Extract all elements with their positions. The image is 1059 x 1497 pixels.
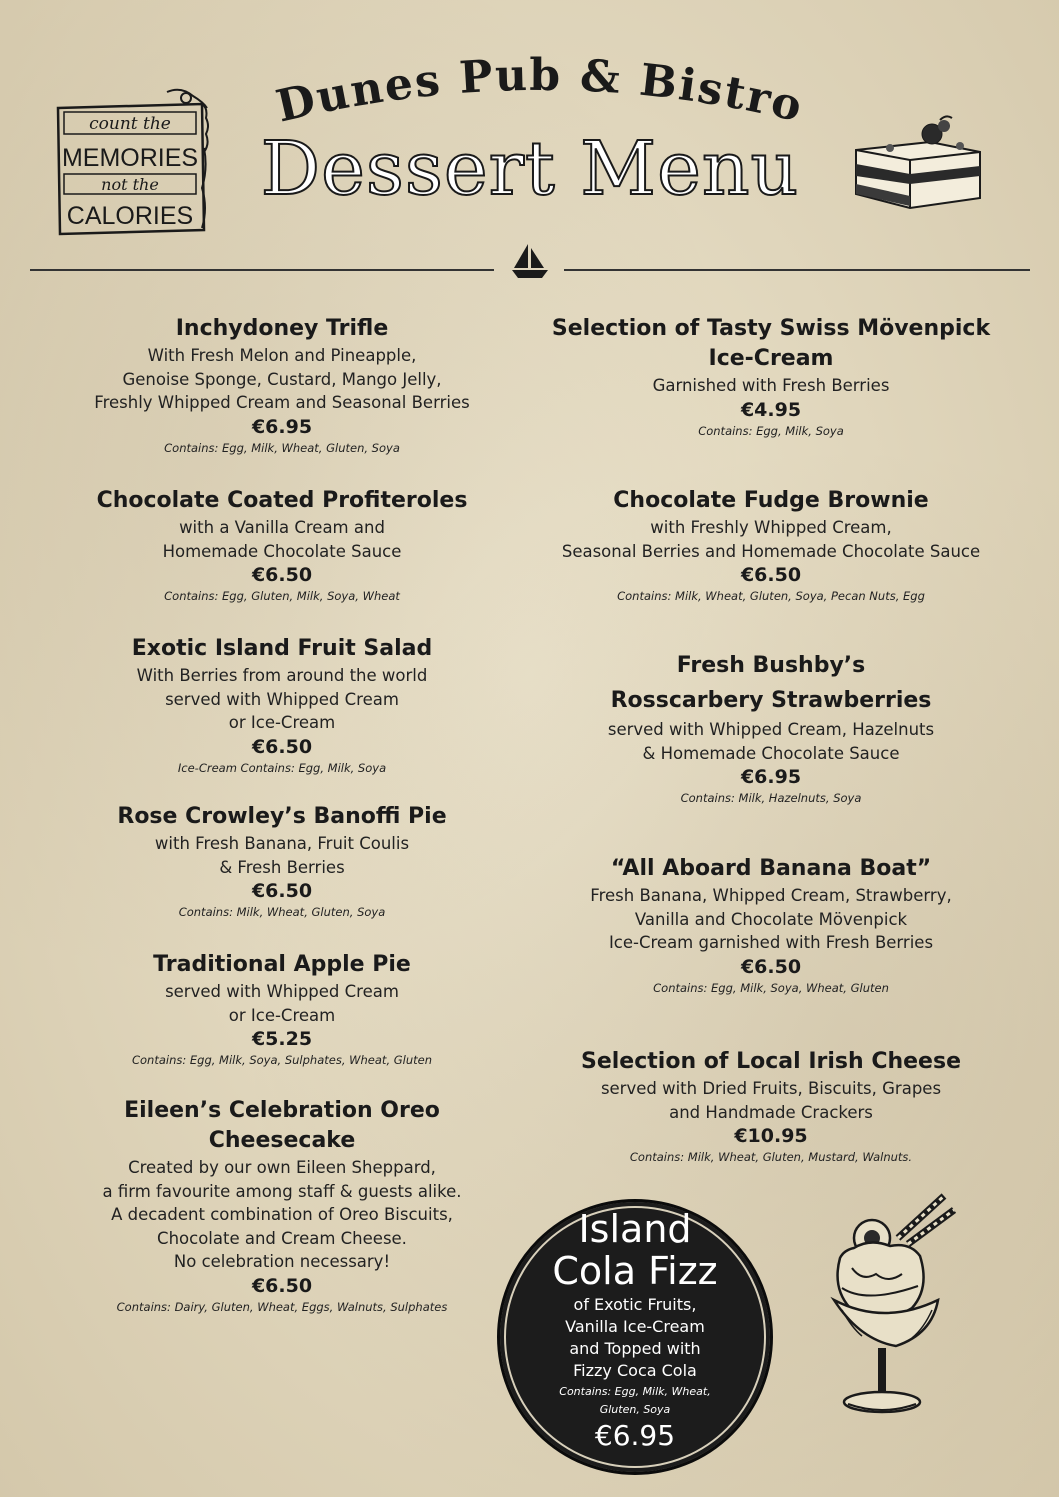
menu-item-movenpick-ice-cream	[540, 314, 1002, 440]
desc-line: Created by our own Eileen Sheppard,	[128, 1158, 436, 1177]
item-name: Traditional Apple Pie	[153, 952, 411, 977]
desc-line: & Homemade Chocolate Sauce	[642, 743, 900, 763]
special-price: €6.95	[594, 1419, 676, 1452]
item-price: €6.50	[740, 955, 802, 978]
item-name: Inchydoney Trifle	[175, 316, 389, 341]
desc-line: served with Whipped Cream	[165, 689, 399, 709]
special-title-line: Cola Fizz	[552, 1249, 718, 1293]
allergen-line: Contains: Egg, Milk, Wheat,	[559, 1385, 711, 1398]
item-description	[80, 1156, 484, 1274]
divider-right	[564, 269, 1030, 271]
item-description	[80, 832, 484, 879]
desc-line: served with Dried Fruits, Biscuits, Grapes	[600, 1079, 942, 1098]
special-title-line: Island	[578, 1207, 692, 1251]
desc-line: or Ice-Cream	[228, 713, 336, 732]
desc-line: Ice-Cream garnished with Fresh Berries	[608, 933, 934, 952]
item-allergens: Contains: Egg, Milk, Soya, Sulphates, Wheat, Gluten	[131, 1053, 433, 1067]
item-name: Selection of Local Irish Cheese	[581, 1049, 961, 1074]
desc-line: with a Vanilla Cream and	[179, 518, 385, 537]
menu-item-fudge-brownie	[540, 486, 1002, 605]
item-allergens: Contains: Milk, Wheat, Gluten, Soya, Pecan Nuts, Egg	[617, 589, 925, 603]
desc-line: Vanilla Ice-Cream	[565, 1317, 705, 1336]
item-price: €4.95	[740, 398, 802, 421]
item-description	[540, 374, 1002, 398]
desc-line: Garnished with Fresh Berries	[652, 376, 890, 395]
desc-line: with Fresh Banana, Fruit Coulis	[154, 834, 410, 853]
item-price: €6.50	[251, 1274, 313, 1297]
name-line: Selection of Tasty Swiss Mövenpick	[551, 316, 991, 341]
menu-item-banana-boat	[540, 854, 1002, 997]
desc-line: No celebration necessary!	[173, 1252, 391, 1271]
item-description	[80, 980, 484, 1027]
item-allergens: Contains: Milk, Hazelnuts, Soya	[680, 791, 862, 805]
item-name: Chocolate Coated Profiteroles	[96, 488, 468, 513]
ice-cream-sundae-illustration	[812, 1188, 962, 1428]
desc-line: served with Whipped Cream	[165, 982, 399, 1001]
item-description	[80, 344, 484, 415]
item-name: Rose Crowley’s Banoffi Pie	[117, 804, 447, 829]
item-allergens: Contains: Egg, Milk, Wheat, Gluten, Soya	[164, 440, 400, 455]
item-allergens: Contains: Egg, Milk, Soya	[698, 423, 844, 438]
item-price: €6.50	[740, 564, 802, 586]
allergen-line: Gluten, Soya	[599, 1403, 671, 1416]
divider-left	[30, 269, 494, 271]
item-price: €6.95	[251, 415, 313, 438]
item-name: Exotic Island Fruit Salad	[131, 636, 433, 661]
desc-line: Vanilla and Chocolate Mövenpick	[634, 909, 908, 929]
sign-line-4: CALORIES	[66, 202, 194, 230]
sign-line-3: not the	[101, 175, 159, 194]
pub-name-text: Dunes Pub & Bistro	[271, 49, 809, 133]
desc-line: A decadent combination of Oreo Biscuits,	[111, 1205, 453, 1224]
desc-line: and Topped with	[569, 1339, 701, 1358]
desc-line: & Fresh Berries	[219, 857, 345, 877]
cake-slice-illustration	[850, 112, 986, 212]
item-description	[540, 1077, 1002, 1124]
name-line: Eileen’s Celebration Oreo	[124, 1098, 440, 1123]
item-description	[80, 664, 484, 735]
sign-line-1: count the	[89, 114, 171, 134]
name-line: Fresh Bushby’s	[676, 653, 866, 678]
sign-line-2: MEMORIES	[61, 144, 199, 172]
desc-line: of Exotic Fruits,	[573, 1295, 697, 1314]
item-allergens: Contains: Dairy, Gluten, Wheat, Eggs, Walnuts, Sulphates	[116, 1299, 448, 1314]
special-island-cola-fizz	[497, 1199, 773, 1475]
menu-item-profiteroles	[80, 486, 484, 605]
desc-line: Fizzy Coca Cola	[573, 1361, 697, 1380]
item-name: “All Aboard Banana Boat”	[610, 856, 932, 881]
name-line: Ice-Cream	[708, 346, 834, 371]
item-allergens: Contains: Egg, Milk, Soya, Wheat, Gluten	[653, 980, 889, 995]
item-price: €6.95	[740, 766, 802, 788]
item-name	[540, 314, 1002, 374]
desc-line: With Fresh Melon and Pineapple,	[147, 346, 417, 365]
desc-line: Homemade Chocolate Sauce	[162, 541, 402, 561]
menu-title: Dessert Menu	[260, 126, 800, 212]
menu-item-fruit-salad	[80, 634, 484, 777]
desc-line: served with Whipped Cream, Hazelnuts	[607, 720, 935, 739]
menu-item-irish-cheese	[540, 1047, 1002, 1166]
desc-line: a firm favourite among staff & guests alike.	[102, 1181, 462, 1201]
item-name	[80, 1096, 484, 1156]
item-name	[540, 648, 1002, 718]
special-description	[540, 1294, 730, 1382]
item-name: Chocolate Fudge Brownie	[613, 488, 929, 513]
desc-line: Fresh Banana, Whipped Cream, Strawberry,	[590, 886, 952, 905]
item-allergens: Contains: Milk, Wheat, Gluten, Soya	[178, 905, 386, 919]
special-allergens	[540, 1383, 730, 1419]
svg-text:Dunes Pub & Bistro	[272, 50, 809, 133]
item-allergens: Contains: Egg, Gluten, Milk, Soya, Wheat	[164, 589, 400, 603]
desc-line: or Ice-Cream	[228, 1005, 336, 1025]
item-description	[540, 516, 1002, 563]
item-price: €6.50	[251, 564, 313, 586]
desc-line: Chocolate and Cream Cheese.	[157, 1228, 407, 1248]
desc-line: with Freshly Whipped Cream,	[650, 518, 892, 537]
item-price: €5.25	[251, 1028, 313, 1050]
memories-sign-illustration	[52, 88, 210, 238]
item-description	[540, 884, 1002, 955]
desc-line: Seasonal Berries and Homemade Chocolate Sauce	[561, 541, 981, 561]
name-line: Rosscarbery Strawberries	[610, 688, 932, 713]
item-description	[80, 516, 484, 563]
special-title	[500, 1208, 770, 1292]
item-price: €10.95	[734, 1125, 808, 1147]
desc-line: Genoise Sponge, Custard, Mango Jelly,	[122, 369, 442, 389]
menu-item-banoffi-pie	[80, 802, 484, 921]
desc-line: With Berries from around the world	[136, 666, 428, 685]
menu-item-strawberries	[540, 648, 1002, 807]
item-price: €6.50	[251, 735, 313, 758]
item-price: €6.50	[251, 880, 313, 902]
menu-item-oreo-cheesecake	[80, 1096, 484, 1316]
item-description	[540, 718, 1002, 765]
desc-line: and Handmade Crackers	[669, 1102, 873, 1122]
menu-item-apple-pie	[80, 950, 484, 1069]
name-line: Cheesecake	[208, 1128, 356, 1153]
sailboat-icon	[508, 240, 552, 280]
desc-line: Freshly Whipped Cream and Seasonal Berries	[94, 393, 470, 412]
item-allergens: Contains: Milk, Wheat, Gluten, Mustard, Walnuts.	[629, 1150, 913, 1164]
item-allergens: Ice-Cream Contains: Egg, Milk, Soya	[177, 760, 387, 775]
menu-item-inchydoney-trifle	[80, 314, 484, 457]
